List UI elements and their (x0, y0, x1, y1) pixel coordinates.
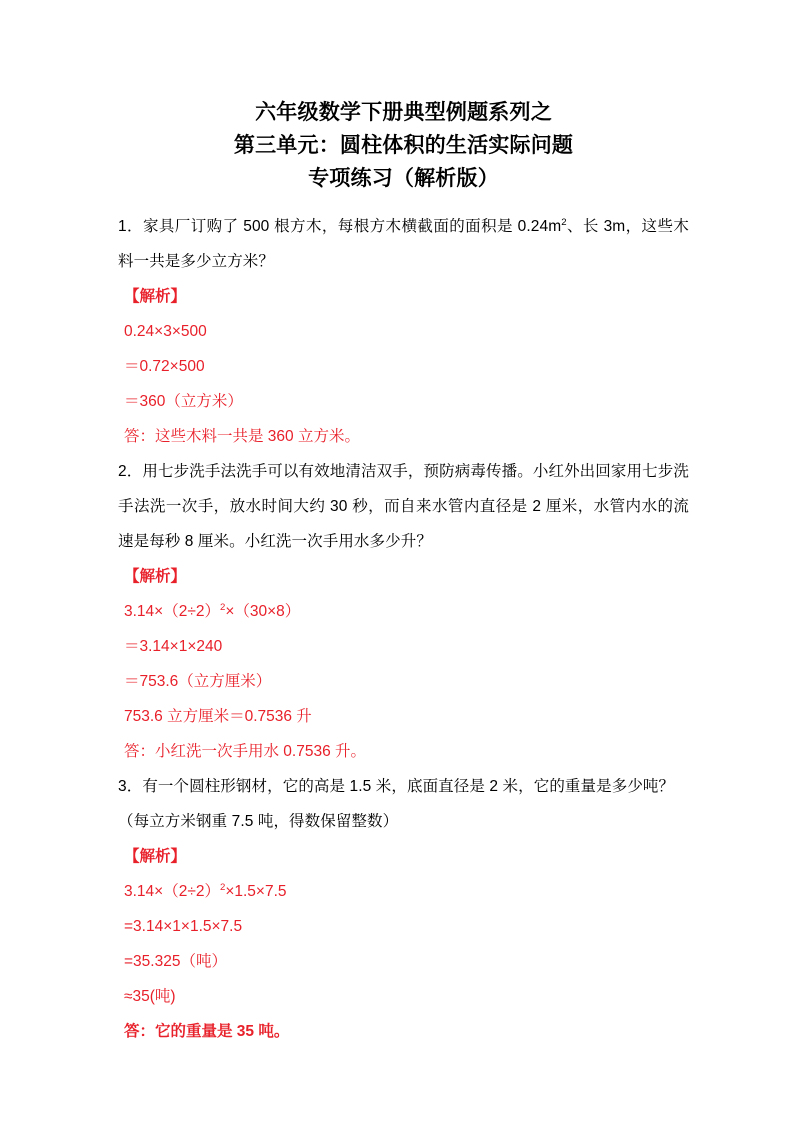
question-2-formula-part2: ×（30×8） (225, 603, 301, 620)
document-title (118, 96, 689, 195)
question-3-prompt-line-1: 3．有一个圆柱形钢材，它的高是 1.5 米，底面直径是 2 米，它的重量是多少吨？ (118, 778, 675, 795)
question-1-solution-line-2: ＝0.72×500 (124, 358, 205, 375)
question-3-solution-line-3: ≈35(吨) (124, 988, 176, 1005)
question-1-superscript: 2 (561, 216, 567, 228)
question-2-formula-superscript: 2 (219, 601, 226, 613)
question-1-prompt-part1: 1．家具厂订购了 500 根方木，每根方木横截面的面积是 0.24m (118, 218, 562, 235)
question-2-formula (118, 594, 689, 629)
question-2-solution-label: 【解析】 (124, 568, 187, 585)
question-3-answer: 答：它的重量是 35 吨。 (124, 1023, 290, 1040)
question-2-prompt: 2．用七步洗手法洗手可以有效地清洁双手，预防病毒传播。小红外出回家用七步洗手法洗一次手，放水时间大约 30 秒，而自来水管内直径是 2 厘米，水管内水的流速是每秒 8 厘米。小红洗一次手用水多少升？ (118, 463, 689, 550)
question-3 (118, 769, 689, 1049)
question-2-solution-line-1: ＝3.14×1×240 (124, 638, 223, 655)
question-1-solution-line-1: 0.24×3×500 (124, 323, 207, 340)
title-line-1: 六年级数学下册典型例题系列之 (255, 101, 552, 124)
question-1-prompt (118, 209, 689, 279)
question-2 (118, 454, 689, 769)
question-1-solution-line-3: ＝360（立方米） (124, 393, 243, 410)
question-3-formula-superscript: 2 (219, 881, 226, 893)
question-3-solution-label: 【解析】 (124, 848, 187, 865)
question-2-answer: 答：小红洗一次手用水 0.7536 升。 (124, 743, 367, 760)
question-2-solution-line-2: ＝753.6（立方厘米） (124, 673, 272, 690)
question-3-formula-part2: ×1.5×7.5 (225, 883, 287, 900)
question-3-prompt-line-2: （每立方米钢重 7.5 吨，得数保留整数） (118, 813, 399, 830)
question-3-formula-part1: 3.14×（2÷2） (124, 883, 220, 900)
question-3-formula (118, 874, 689, 909)
question-2-formula-part1: 3.14×（2÷2） (124, 603, 220, 620)
question-3-solution-line-1: =3.14×1×1.5×7.5 (124, 918, 243, 935)
question-3-solution-line-2: =35.325（吨） (124, 953, 227, 970)
question-1-solution-label: 【解析】 (124, 288, 187, 305)
question-2-solution-line-3: 753.6 立方厘米＝0.7536 升 (124, 708, 312, 725)
question-1-prompt-part2: 、长 3m，这些木料一共是多少立方米？ (118, 218, 689, 270)
question-1 (118, 209, 689, 454)
title-line-2: 第三单元：圆柱体积的生活实际问题 (233, 134, 574, 157)
question-1-answer: 答：这些木料一共是 360 立方米。 (124, 428, 360, 445)
title-line-3: 专项练习（解析版） (308, 167, 499, 190)
